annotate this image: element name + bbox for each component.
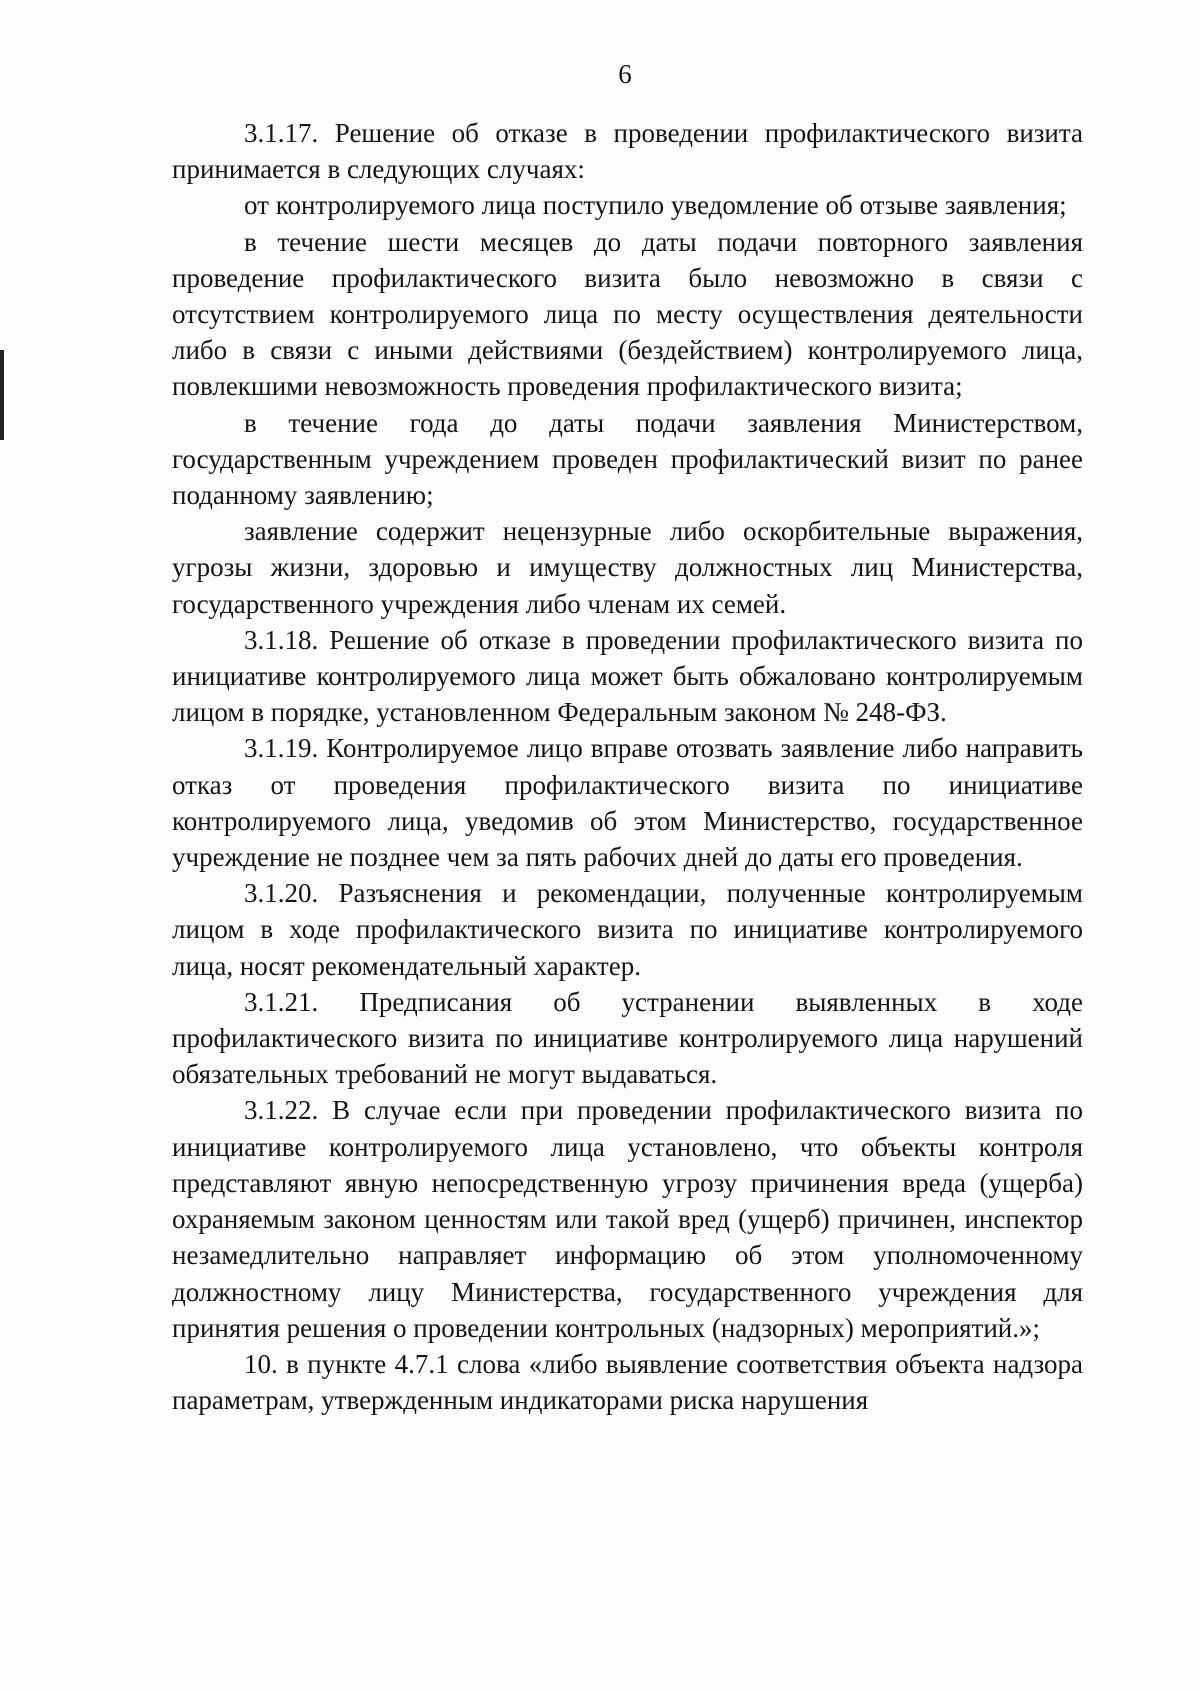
document-body: [172, 115, 1083, 1418]
paragraph-3-1-18: 3.1.18. Решение об отказе в проведении профилактического визита по инициативе контролируемого лица может быть обжаловано контролируемым лицом в порядке, установленном Федеральным законом № 248-ФЗ.: [172, 624, 1083, 728]
page-number: 6: [618, 59, 632, 89]
paragraph-case-offensive-content: заявление содержит нецензурные либо оскорбительные выражения, угрозы жизни, здоровью и имуществу должностных лиц Министерства, государственного учреждения либо членам их семей.: [172, 516, 1083, 619]
paragraph-3-1-22: 3.1.22. В случае если при проведении профилактического визита по инициативе контролируемого лица установлено, что объекты контроля представляют явную непосредственную угрозу причинения вреда (ущерба) охраняемым законом ценностям или такой вред (ущерб) причинен, инспектор незамедлительно направляет информацию об этом уполномоченному должностному лицу Министерства, государственного учреждения для принятия решения о проведении контрольных (надзорных) мероприятий.»;: [172, 1095, 1083, 1343]
paragraph-3-1-19: 3.1.19. Контролируемое лицо вправе отозвать заявление либо направить отказ от проведения профилактического визита по инициативе контролируемого лица, уведомив об этом Министерство, государственное учреждение не позднее чем за пять рабочих дней до даты его проведения.: [172, 733, 1083, 873]
paragraph-3-1-17: 3.1.17. Решение об отказе в проведении профилактического визита принимается в следующих случаях:: [172, 118, 1083, 185]
paragraph-case-recent-visit: в течение года до даты подачи заявления Министерством, государственным учреждением проведен профилактический визит по ранее поданному заявлению;: [172, 407, 1083, 511]
scan-edge-mark: [0, 350, 4, 440]
paragraph-3-1-21: 3.1.21. Предписания об устранении выявленных в ходе профилактического визита по инициативе контролируемого лица нарушений обязательных требований не могут выдаваться.: [172, 986, 1083, 1090]
paragraph-case-impossible-visit: в течение шести месяцев до даты подачи повторного заявления проведение профилактического визита было невозможно в связи с отсутствием контролируемого лица по месту осуществления деятельности либо в связи с иными действиями (бездействием) контролируемого лица, повлекшими невозможность проведения профилактического визита;: [172, 226, 1083, 402]
paragraph-item-10: 10. в пункте 4.7.1 слова «либо выявление соответствия объекта надзора параметрам, утвержденным индикаторами риска нарушения: [172, 1348, 1083, 1416]
paragraph-case-withdrawal: от контролируемого лица поступило уведомление об отзыве заявления;: [244, 190, 1067, 221]
paragraph-3-1-20: 3.1.20. Разъяснения и рекомендации, полученные контролируемым лицом в ходе профилактического визита по инициативе контролируемого лица, носят рекомендательный характер.: [172, 878, 1083, 981]
